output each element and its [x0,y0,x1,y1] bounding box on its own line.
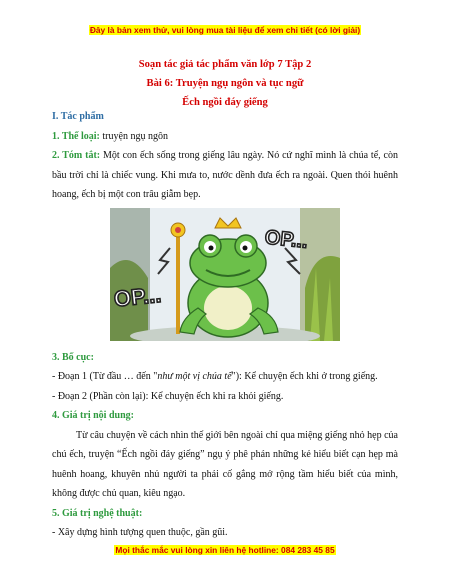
structure-label: 3. Bố cục: [52,351,94,363]
sound-effect-right: OP... [263,225,309,253]
sound-effect-left: OP... [112,281,163,312]
document-body [52,107,398,543]
art-value-label: 5. Giá trị nghệ thuật: [52,507,143,519]
summary-text: Một con ếch sống trong giếng lâu ngày. Nó cứ nghĩ mình là chúa tể, còn bầu trời chỉ là chiếc vung. Khi mưa to, nước dềnh đưa ếch ra ngoài. Quen thói huênh hoang, ếch bị một con trâu giẫm bẹp. [52,150,398,200]
art-value-item-1: - Xây dựng hình tượng quen thuộc, gần gũi. [52,527,228,538]
story-title: Ếch ngồi đáy giếng [182,97,268,108]
genre-label: 1. Thể loại: [52,130,100,142]
genre-value: truyện ngụ ngôn [99,130,168,142]
preview-banner: Đây là bản xem thử, vui lòng mua tài liệu để xem chi tiết (có lời giải) [89,25,361,35]
frog-illustration [110,208,340,341]
lesson-title: Bài 6: Truyện ngụ ngôn và tục ngữ [146,78,304,89]
document-titles [0,55,450,112]
structure-item-1: - Đoạn 1 (Từ đầu … đến "như một vị chúa tể"): Kể chuyện ếch khi ở trong giếng. [52,371,378,382]
summary-label: 2. Tóm tắt: [52,150,101,161]
summary-paragraph [52,146,398,205]
genre-line [52,127,398,147]
structure-item-2: - Đoạn 2 (Phần còn lại): Kể chuyện ếch khi ra khỏi giếng. [52,390,284,402]
content-value-text: Từ câu chuyện về cách nhìn thế giới bên ngoài chỉ qua miệng giếng nhỏ hẹp của chú ếch, truyện “Ếch ngồi đáy giếng” ngụ ý phê phán những kẻ hiểu biết cạn hẹp mà huênh hoang, khuyên nhủ người ta phải cố gắng mở rộng tầm hiểu biết của mình, không được chủ quan, kiêu ngạo. [52,429,398,499]
section-heading-work: I. Tác phẩm [52,111,104,122]
doc-title: Soạn tác giả tác phẩm văn lớp 7 Tập 2 [138,59,312,70]
content-value-label: 4. Giá trị nội dung: [52,410,134,421]
hotline-banner: Mọi thắc mắc vui lòng xin liên hệ hotline: 084 283 45 85 [115,545,335,555]
